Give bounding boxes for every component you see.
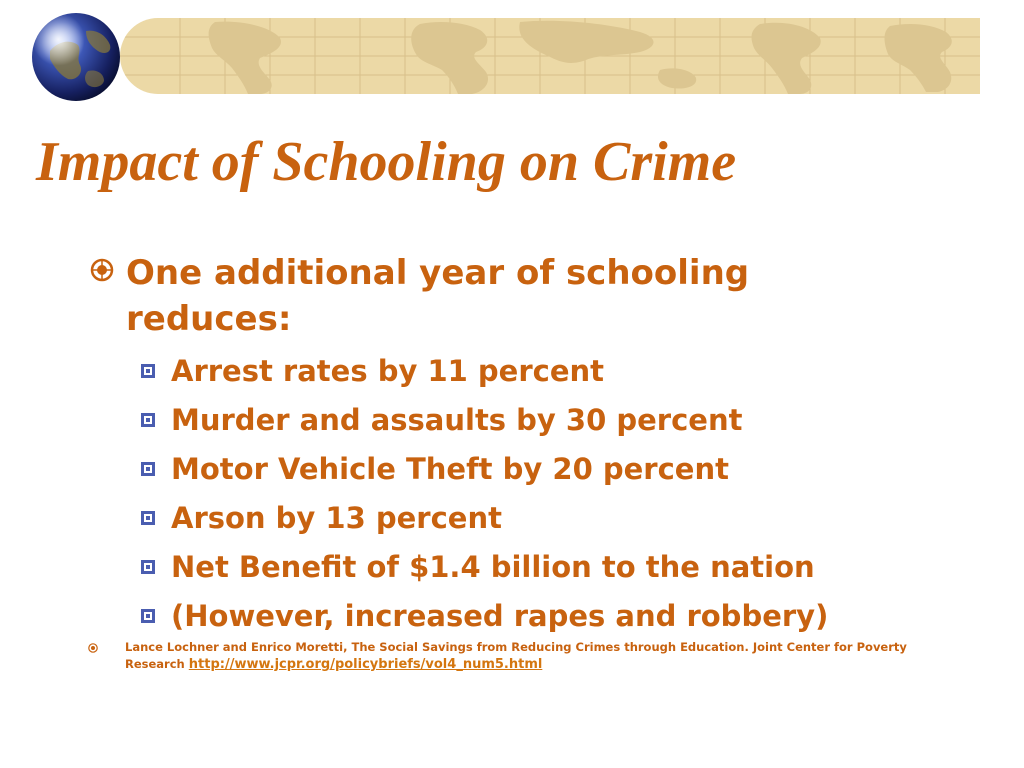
square-bullet-icon <box>140 412 156 428</box>
sub-bullet-item <box>140 351 940 391</box>
sub-bullet-item <box>140 547 940 587</box>
sub-bullet-text: Arrest rates by 11 percent <box>171 354 605 388</box>
target-bullet-icon <box>90 258 114 282</box>
slide-title: Impact of Schooling on Crime <box>36 131 737 193</box>
square-bullet-icon <box>140 461 156 477</box>
square-bullet-icon <box>140 608 156 624</box>
square-bullet-icon <box>140 363 156 379</box>
sub-bullet-item <box>140 596 940 636</box>
reference-citation: Lance Lochner and Enrico Moretti, The Social Savings from Reducing Crimes through Education. Joint Center for Poverty Research <box>125 640 907 671</box>
sub-bullet-item <box>140 400 940 440</box>
sub-bullet-text: Arson by 13 percent <box>171 501 502 535</box>
sub-bullet-text: Motor Vehicle Theft by 20 percent <box>171 452 729 486</box>
square-bullet-icon <box>140 510 156 526</box>
reference-text <box>125 639 915 673</box>
sub-bullet-text: Murder and assaults by 30 percent <box>171 403 743 437</box>
sub-bullet-text: Net Benefit of $1.4 billion to the nation <box>171 550 815 584</box>
sub-bullet-item <box>140 449 940 489</box>
sub-bullet-text: (However, increased rapes and robbery) <box>171 599 829 633</box>
small-target-bullet-icon <box>88 643 98 653</box>
sub-bullet-item <box>140 498 940 538</box>
square-bullet-icon <box>140 559 156 575</box>
main-bullet-text: One additional year of schooling reduces: <box>126 253 750 339</box>
reference-link[interactable]: http://www.jcpr.org/policybriefs/vol4_num5.html <box>188 657 543 672</box>
